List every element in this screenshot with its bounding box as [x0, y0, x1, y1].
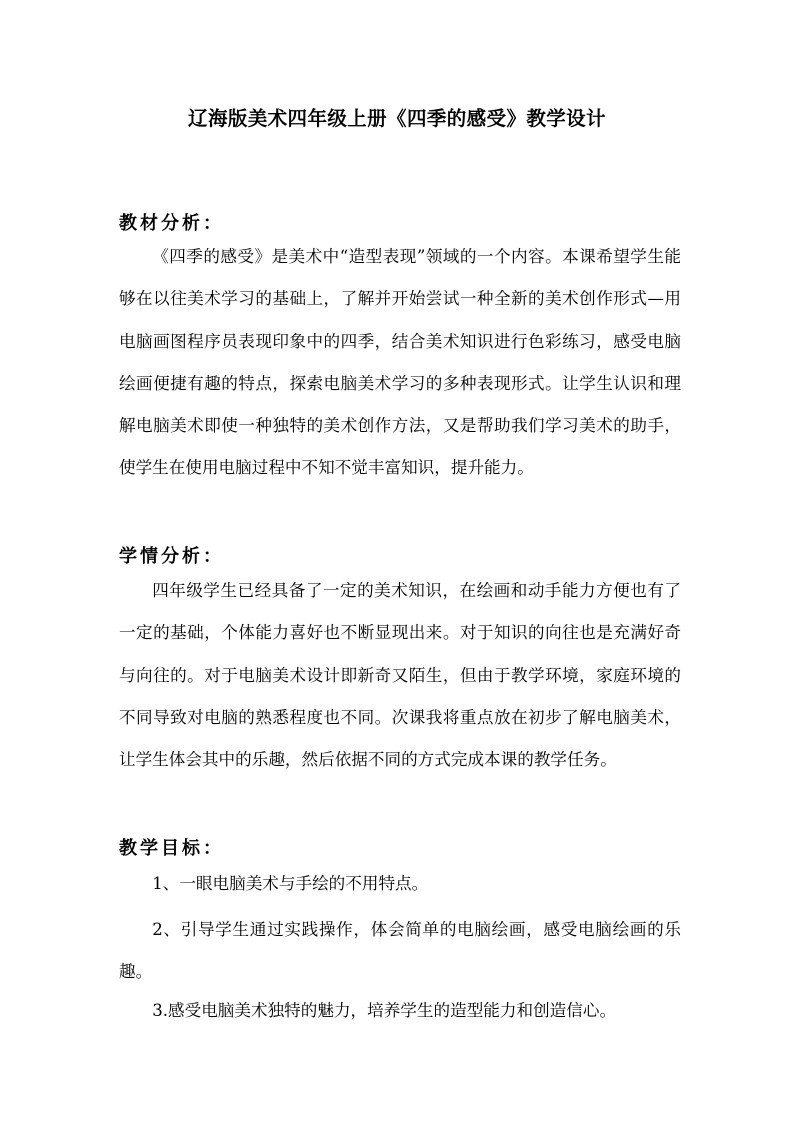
- section-heading-teaching-goals: 教学目标：: [119, 838, 224, 859]
- section-heading-student-analysis: 学情分析：: [119, 546, 224, 567]
- goal-item-2: 2、引导学生通过实践操作，体会简单的电脑绘画，感受电脑绘画的乐趣。: [119, 920, 681, 982]
- section-paragraph-textbook-analysis: 《四季的感受》是美术中“造型表现”领域的一个内容。本课希望学生能够在以往美术学习的基础上，了解并开始尝试一种全新的美术创作形式—用电脑画图程序员表现印象中的四季，结合美术知识进行色彩练习，感受电脑绘画便捷有趣的特点，探索电脑美术学习的多种表现形式。让学生认识和理解电脑美术即使一种独特的美术创作方法，又是帮助我们学习美术的助手，使学生在使用电脑过程中不知不觉丰富知识，提升能力。: [119, 247, 681, 478]
- section-paragraph-student-analysis: 四年级学生已经具备了一定的美术知识，在绘画和动手能力方便也有了一定的基础，个体能力喜好也不断显现出来。对于知识的向往也是充满好奇与向往的。对于电脑美术设计即新奇又陌生，但由于教学环境，家庭环境的不同导致对电脑的熟悉程度也不同。次课我将重点放在初步了解电脑美术，让学生体会其中的乐趣，然后依据不同的方式完成本课的教学任务。: [119, 581, 681, 770]
- document-title: 辽海版美术四年级上册《四季的感受》教学设计: [188, 107, 606, 130]
- goal-item-1: 1、一眼电脑美术与手绘的不用特点。: [152, 874, 429, 893]
- goal-item-3: 3.感受电脑美术独特的魅力，培养学生的造型能力和创造信心。: [152, 1001, 617, 1020]
- section-heading-textbook-analysis: 教材分析：: [119, 213, 224, 234]
